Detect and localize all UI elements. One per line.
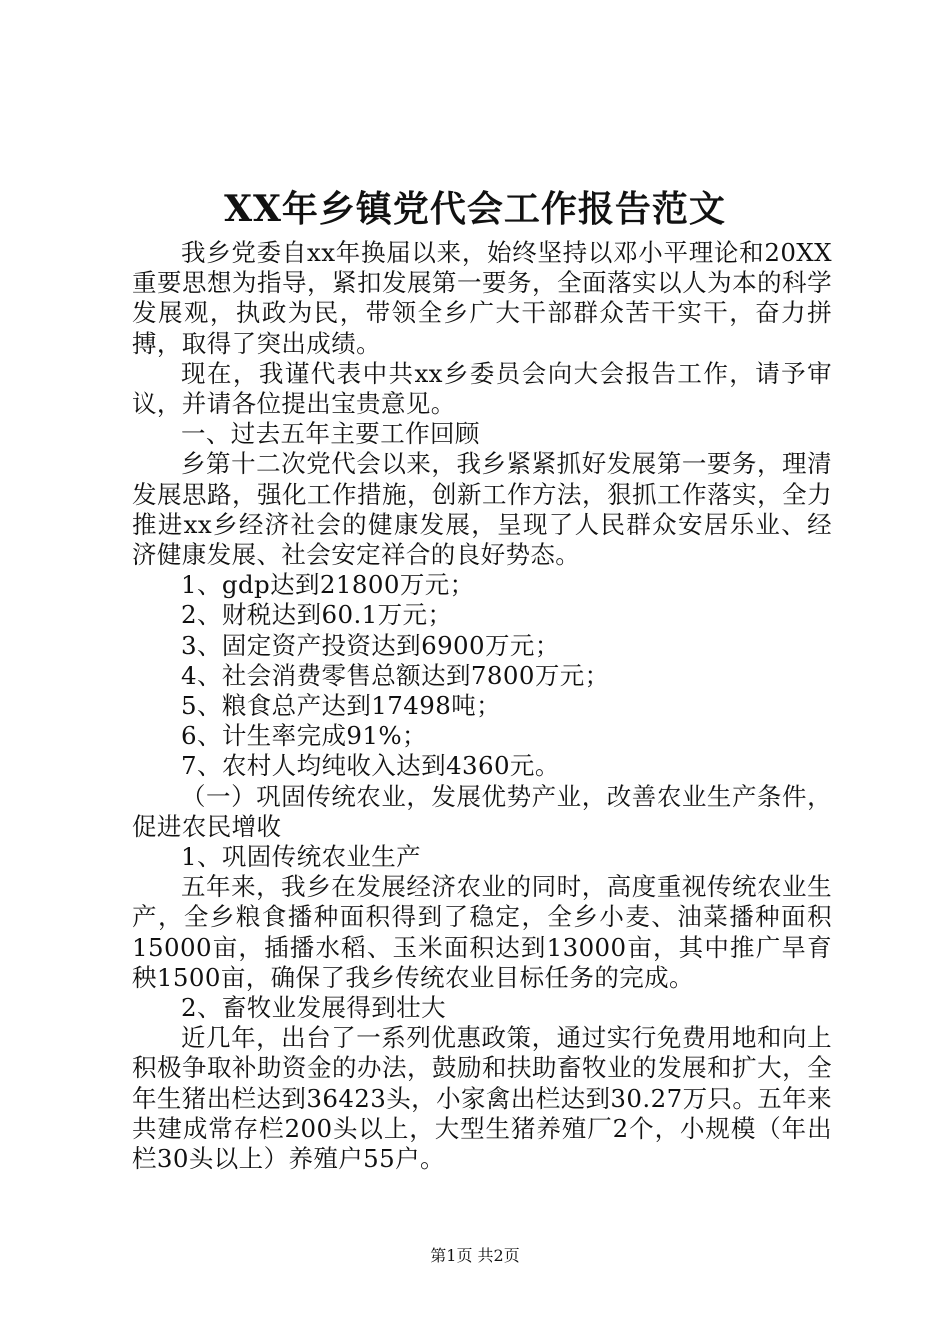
list-item-retail: 4、社会消费零售总额达到7800万元； (181, 660, 610, 690)
list-item-grain: 5、粮食总产达到17498吨； (181, 691, 502, 721)
paragraph-livestock: 近几年，出台了一系列优惠政策，通过实行免费用地和向上积极争取补助资金的办法，鼓励和扶助畜牧业的发展和扩大，全年生猪出栏达到36423头，小家禽出栏达到30.27万只。五年来共建成常存栏200头以上，大型生猪养殖厂2个，小规模（年出栏30头以上）养殖户55户。 (132, 1023, 832, 1174)
document-body (132, 238, 832, 1174)
list-item-rural-income: 7、农村人均纯收入达到4360元。 (181, 751, 560, 781)
document-title: XX年乡镇党代会工作报告范文 (224, 188, 726, 230)
list-item-family-planning: 6、计生率完成91%； (181, 721, 427, 751)
subsection-heading-agriculture: （一）巩固传统农业，发展优势产业，改善农业生产条件，促进农民增收 (132, 781, 832, 841)
list-item-fixed-assets: 3、固定资产投资达到6900万元； (181, 630, 560, 660)
list-item-tax: 2、财税达到60.1万元； (181, 600, 453, 630)
list-item-gdp: 1、gdp达到21800万元； (181, 570, 475, 600)
section-heading-review: 一、过去五年主要工作回顾 (181, 419, 480, 449)
page-footer: 第1页 共2页 (430, 1246, 520, 1265)
subheading-livestock: 2、畜牧业发展得到壮大 (181, 993, 446, 1023)
paragraph-traditional-agriculture: 五年来，我乡在发展经济农业的同时，高度重视传统农业生产，全乡粮食播种面积得到了稳定，全乡小麦、油菜播种面积15000亩，插播水稻、玉米面积达到13000亩，其中推广旱育秧1500亩，确保了我乡传统农业目标任务的完成。 (132, 872, 832, 992)
paragraph-review-summary: 乡第十二次党代会以来，我乡紧紧抓好发展第一要务，理清发展思路，强化工作措施，创新工作方法，狠抓工作落实，全力推进xx乡经济社会的健康发展，呈现了人民群众安居乐业、经济健康发展、社会安定祥合的良好势态。 (132, 449, 832, 570)
paragraph-report-statement: 现在，我谨代表中共xx乡委员会向大会报告工作，请予审议，并请各位提出宝贵意见。 (132, 358, 832, 419)
paragraph-intro: 我乡党委自xx年换届以来，始终坚持以邓小平理论和20XX重要思想为指导，紧扣发展第一要务，全面落实以人为本的科学发展观，执政为民，带领全乡广大干部群众苦干实干，奋力拼搏，取得了突出成绩。 (132, 238, 832, 358)
subheading-traditional-agriculture: 1、巩固传统农业生产 (181, 842, 422, 872)
